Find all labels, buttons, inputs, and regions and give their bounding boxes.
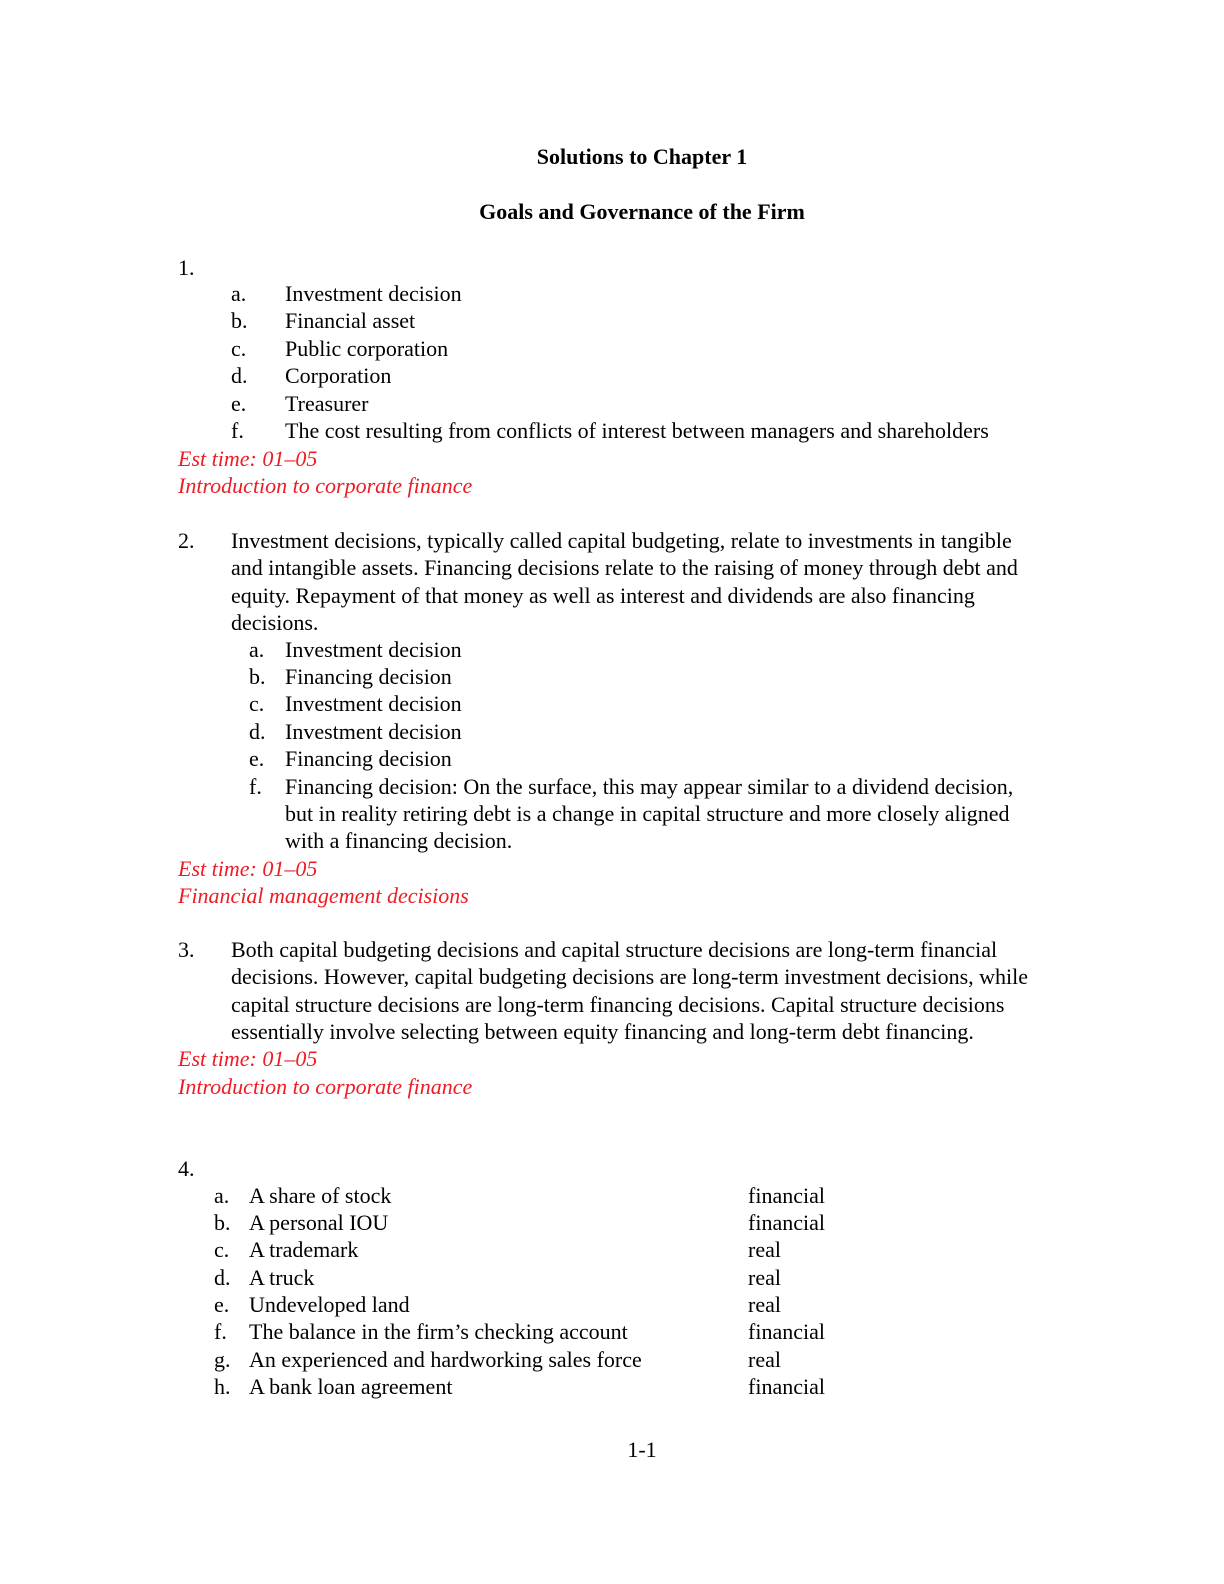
item-text: Public corporation bbox=[285, 336, 449, 361]
paragraph-line: essentially involve selecting between equity financing and long-term debt financing. bbox=[231, 1019, 974, 1044]
item-label: a. bbox=[231, 281, 247, 306]
item-text-continued: with a financing decision. bbox=[285, 828, 513, 853]
item-label: f. bbox=[231, 418, 244, 443]
question-number: 2. bbox=[178, 528, 195, 553]
est-time: Est time: 01–05 bbox=[178, 1046, 318, 1071]
item-text: A bank loan agreement bbox=[249, 1374, 453, 1399]
item-text: A personal IOU bbox=[249, 1210, 389, 1235]
asset-type: real bbox=[748, 1237, 781, 1262]
item-label: a. bbox=[249, 637, 265, 662]
item-text: The cost resulting from conflicts of interest between managers and shareholders bbox=[285, 418, 989, 443]
asset-type: financial bbox=[748, 1374, 825, 1399]
paragraph-line: Investment decisions, typically called capital budgeting, relate to investments in tangible bbox=[231, 528, 1012, 553]
item-text: Investment decision bbox=[285, 719, 462, 744]
item-text-continued: but in reality retiring debt is a change in capital structure and more closely aligned bbox=[285, 801, 1010, 826]
item-label: c. bbox=[249, 691, 265, 716]
paragraph-line: capital structure decisions are long-term financing decisions. Capital structure decisions bbox=[231, 992, 1005, 1017]
paragraph-line: decisions. bbox=[231, 610, 319, 635]
question-number: 3. bbox=[178, 937, 195, 962]
item-text: Financial asset bbox=[285, 308, 416, 333]
item-label: c. bbox=[214, 1237, 230, 1262]
paragraph-line: Both capital budgeting decisions and capital structure decisions are long-term financial bbox=[231, 937, 998, 962]
item-text: The balance in the firm’s checking account bbox=[249, 1319, 628, 1344]
item-text: Investment decision bbox=[285, 691, 462, 716]
question-number: 1. bbox=[178, 255, 195, 280]
page-subtitle: Goals and Governance of the Firm bbox=[479, 199, 805, 224]
item-text: A share of stock bbox=[249, 1183, 392, 1208]
item-text: A truck bbox=[249, 1265, 315, 1290]
item-label: h. bbox=[214, 1374, 231, 1399]
item-label: f. bbox=[214, 1319, 227, 1344]
item-label: e. bbox=[249, 746, 265, 771]
item-label: f. bbox=[249, 774, 262, 799]
item-text: Corporation bbox=[285, 363, 392, 388]
asset-type: financial bbox=[748, 1319, 825, 1344]
est-time: Est time: 01–05 bbox=[178, 856, 318, 881]
item-label: g. bbox=[214, 1347, 231, 1372]
item-label: d. bbox=[231, 363, 248, 388]
asset-type: real bbox=[748, 1347, 781, 1372]
item-text: An experienced and hardworking sales force bbox=[249, 1347, 642, 1372]
item-text: Treasurer bbox=[285, 391, 369, 416]
item-label: d. bbox=[249, 719, 266, 744]
item-label: a. bbox=[214, 1183, 230, 1208]
item-text: Financing decision bbox=[285, 664, 452, 689]
item-label: e. bbox=[214, 1292, 230, 1317]
item-text: Undeveloped land bbox=[249, 1292, 410, 1317]
topic-label: Introduction to corporate finance bbox=[178, 473, 473, 498]
page-number: 1-1 bbox=[627, 1437, 657, 1462]
asset-type: real bbox=[748, 1265, 781, 1290]
question-number: 4. bbox=[178, 1156, 195, 1181]
item-label: b. bbox=[231, 308, 248, 333]
asset-type: real bbox=[748, 1292, 781, 1317]
item-text: Financing decision bbox=[285, 746, 452, 771]
item-label: d. bbox=[214, 1265, 231, 1290]
item-text: A trademark bbox=[249, 1237, 359, 1262]
topic-label: Introduction to corporate finance bbox=[178, 1074, 473, 1099]
item-text: Investment decision bbox=[285, 637, 462, 662]
paragraph-line: equity. Repayment of that money as well as interest and dividends are also financing bbox=[231, 583, 975, 608]
asset-type: financial bbox=[748, 1183, 825, 1208]
item-text: Investment decision bbox=[285, 281, 462, 306]
item-label: e. bbox=[231, 391, 247, 416]
item-text: Financing decision: On the surface, this may appear similar to a dividend decision, bbox=[285, 774, 1014, 799]
asset-type: financial bbox=[748, 1210, 825, 1235]
paragraph-line: decisions. However, capital budgeting decisions are long-term investment decisions, while bbox=[231, 964, 1029, 989]
item-label: c. bbox=[231, 336, 247, 361]
item-label: b. bbox=[214, 1210, 231, 1235]
topic-label: Financial management decisions bbox=[178, 883, 469, 908]
page-title: Solutions to Chapter 1 bbox=[536, 144, 748, 169]
item-label: b. bbox=[249, 664, 266, 689]
est-time: Est time: 01–05 bbox=[178, 446, 318, 471]
paragraph-line: and intangible assets. Financing decisions relate to the raising of money through debt and bbox=[231, 555, 1018, 580]
